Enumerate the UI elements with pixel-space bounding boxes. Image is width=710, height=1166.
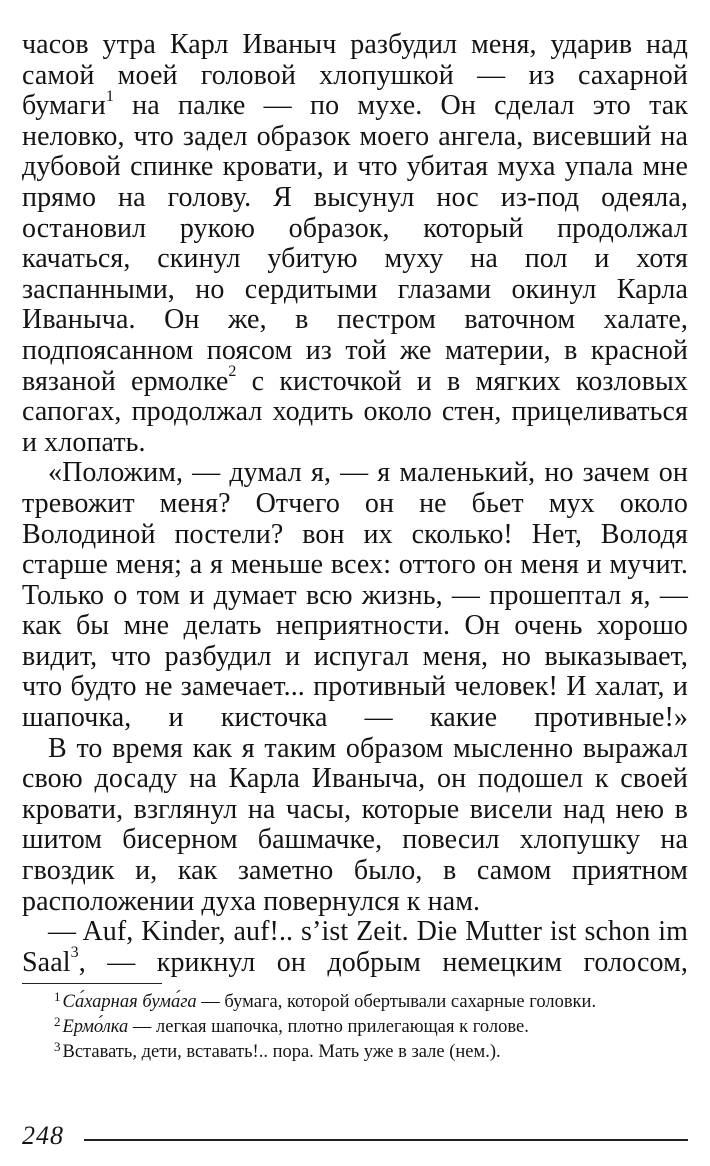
footnote-2-term: Ермо́лка: [62, 1017, 129, 1037]
footnote-ref-2: 2: [228, 363, 237, 381]
footnote-1-number: 1: [54, 989, 61, 1004]
footer-divider: [84, 1139, 688, 1141]
paragraph-1: [22, 30, 688, 458]
footnote-1-text: — бумага, которой обертывали сахарные головки.: [196, 992, 597, 1012]
paragraph-2-text: «Положим, — думал я, — я маленький, но зачем он тревожит меня? Отчего он не бьет мух около Володиной постели? вон их сколько! Нет, Володя старше меня; а я меньше всех: оттого он меня и мучит. Только о том и думает всю жизнь, — прошептал я, — как бы мне делать неприятности. Он очень хорошо видит, что разбудил и испугал меня, но выказывает, что будто не замечает... противный человек! И халат, и шапочка, и кисточка — какие противные!»: [22, 457, 688, 734]
footnote-2-text: — легкая шапочка, плотно прилегающая к голове.: [128, 1017, 529, 1037]
page-footer: [22, 1113, 688, 1153]
paragraph-1-text-b: на палке — по мухе. Он сделал это так неловко, что задел образок моего ангела, висевший на дубовой спинке кровати, и что убитая муха упала мне прямо на голову. Я высунул нос из-под одеяла, остановил рукою образок, который продолжал качаться, скинул убитую муху на пол и хотя заспанными, но сердитыми глазами окинул Карла Иваныча. Он же, в пестром ваточном халате, подпоясанном поясом из той же материи, в красной вязаной ермолке: [22, 90, 688, 397]
footnote-ref-1: 1: [105, 87, 114, 105]
footnote-1-term: Са́харная бума́га: [62, 992, 197, 1012]
paragraph-4-text-b: , — крикнул он добрым немецким голосом,: [78, 946, 688, 978]
paragraph-4-text-a: — Auf, Kinder, auf!.. s’ist Zeit. Die Mutter ist schon im Saal: [22, 916, 688, 978]
paragraph-1-text-c: с кисточкой и в мягких козловых сапогах, продолжал ходить около стен, прицеливаться и хлопать.: [22, 365, 688, 458]
footnote-divider: [22, 983, 162, 984]
footnote-3: [22, 1040, 688, 1065]
footnote-2-number: 2: [54, 1014, 61, 1029]
page-number: 248: [22, 1121, 64, 1150]
paragraph-2: [22, 458, 688, 733]
footnotes: [22, 990, 688, 1065]
paragraph-1-text-a: часов утра Карл Иваныч разбудил меня, ударив над самой моей головой хлопушкой — из сахарной бумаги: [22, 29, 688, 122]
paragraph-3: [22, 734, 688, 918]
main-text: [22, 30, 688, 978]
footnote-3-number: 3: [54, 1039, 61, 1054]
footnote-3-text: Вставать, дети, вставать!.. пора. Мать уже в зале (нем.).: [62, 1042, 501, 1062]
paragraph-3-text: В то время как я таким образом мысленно выражал свою досаду на Карла Иваныча, он подошел к своей кровати, взглянул на часы, которые висели над нею в шитом бисерном башмачке, повесил хлопушку на гвоздик и, как заметно было, в самом приятном расположении духа повернулся к нам.: [22, 732, 688, 917]
footnote-1: [22, 990, 688, 1015]
paragraph-4: [22, 917, 688, 978]
footnote-ref-3: 3: [70, 944, 79, 962]
footnote-2: [22, 1015, 688, 1040]
